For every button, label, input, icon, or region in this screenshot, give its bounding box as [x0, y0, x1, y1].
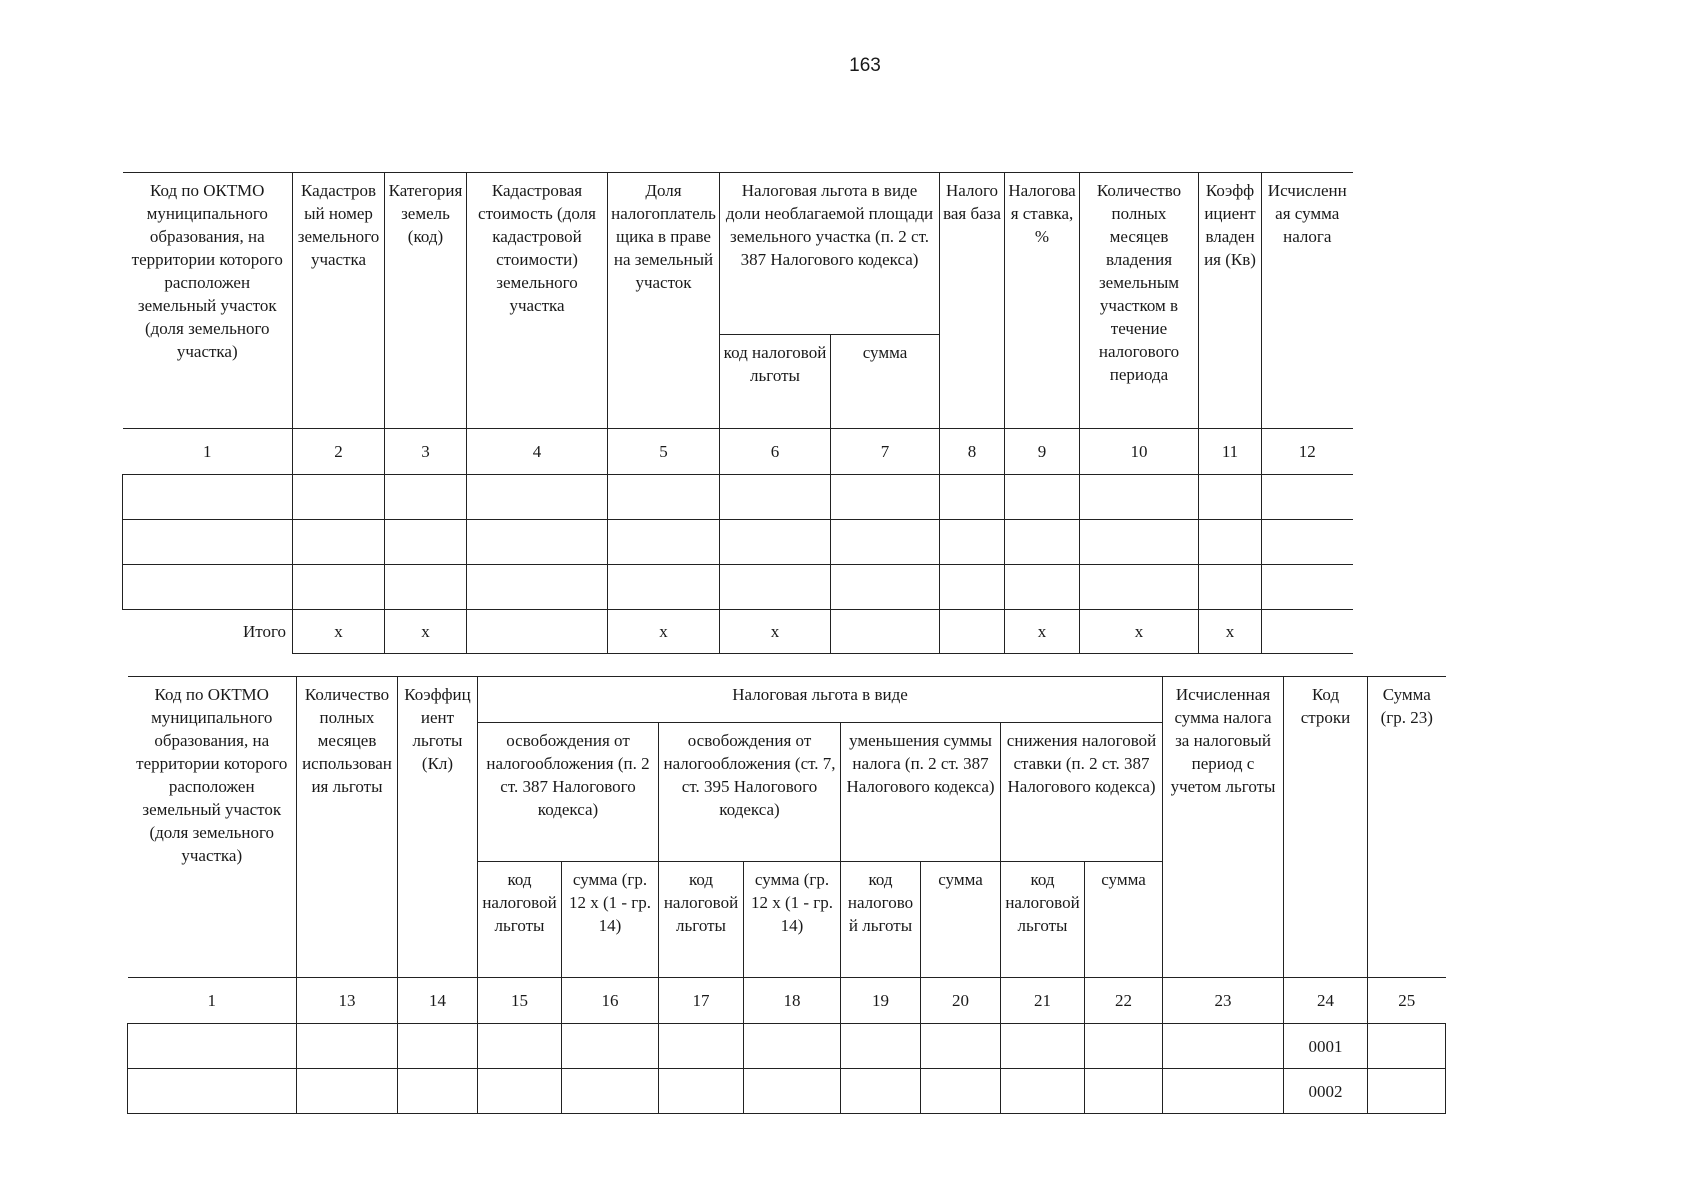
header-benefit-sum: сумма: [921, 862, 1001, 978]
column-number: 19: [841, 978, 921, 1024]
cell[interactable]: [608, 565, 720, 610]
cell[interactable]: [297, 1024, 398, 1069]
header-benefit-code: код налоговой льготы: [841, 862, 921, 978]
cell[interactable]: [562, 1024, 659, 1069]
column-number: 17: [659, 978, 744, 1024]
header-cadastral-number: Кадастровый номер земельного участка: [293, 173, 385, 429]
cell[interactable]: [1262, 475, 1353, 520]
land-tax-table-2: [127, 676, 1446, 1114]
header-oktmo-code: Код по ОКТМО муниципального образования, на территории которого расположен земельный участок (доля земельного участка): [128, 677, 297, 978]
header-taxpayer-share: Доля налогоплательщика в праве на земельный участок: [608, 173, 720, 429]
cell[interactable]: [744, 1024, 841, 1069]
column-number: 15: [478, 978, 562, 1024]
header-months-owned: Количество полных месяцев владения земельным участком в течение налогового периода: [1080, 173, 1199, 429]
cell[interactable]: [940, 475, 1005, 520]
column-number: 5: [608, 429, 720, 475]
total-cell: x: [1005, 610, 1080, 654]
cell[interactable]: [1080, 565, 1199, 610]
column-number: 9: [1005, 429, 1080, 475]
header-benefit-code: код налоговой льготы: [478, 862, 562, 978]
cell[interactable]: [1368, 1024, 1446, 1069]
cell[interactable]: [293, 475, 385, 520]
header-oktmo-code: Код по ОКТМО муниципального образования, на территории которого расположен земельный участок (доля земельного участка): [123, 173, 293, 429]
cell[interactable]: [921, 1024, 1001, 1069]
cell[interactable]: [1080, 520, 1199, 565]
column-number: 24: [1284, 978, 1368, 1024]
header-tax-reduction: уменьшения суммы налога (п. 2 ст. 387 Налогового кодекса): [841, 723, 1001, 862]
cell[interactable]: [1080, 475, 1199, 520]
cell-oktmo[interactable]: [123, 565, 293, 610]
column-number: 23: [1163, 978, 1284, 1024]
land-tax-table-1: [122, 172, 1353, 654]
cell[interactable]: [293, 565, 385, 610]
column-number: 7: [831, 429, 940, 475]
total-label: Итого: [123, 610, 293, 654]
header-benefit-code: код налоговой льготы: [659, 862, 744, 978]
header-benefit-coefficient: Коэффициент льготы (Кл): [398, 677, 478, 978]
column-number: 3: [385, 429, 467, 475]
header-benefit-sum: сумма (гр. 12 х (1 - гр. 14): [744, 862, 841, 978]
line-code-cell: 0002: [1284, 1069, 1368, 1114]
column-number: 20: [921, 978, 1001, 1024]
header-benefit-months: Количество полных месяцев использования льготы: [297, 677, 398, 978]
header-exemption-395: освобождения от налогообложения (ст. 7, ст. 395 Налогового кодекса): [659, 723, 841, 862]
column-number: 2: [293, 429, 385, 475]
cell[interactable]: [608, 475, 720, 520]
table-row: [128, 1024, 1446, 1069]
cell[interactable]: [1001, 1069, 1085, 1114]
header-tax-base: Налоговая база: [940, 173, 1005, 429]
total-cell: x: [608, 610, 720, 654]
column-number: 22: [1085, 978, 1163, 1024]
header-benefit-sum: сумма: [1085, 862, 1163, 978]
cell[interactable]: [1085, 1024, 1163, 1069]
column-number-row: [123, 429, 1353, 475]
cell-oktmo[interactable]: [128, 1069, 297, 1114]
cell[interactable]: [841, 1069, 921, 1114]
cell[interactable]: [841, 1024, 921, 1069]
cell-oktmo[interactable]: [123, 520, 293, 565]
header-benefit-sum: сумма: [831, 335, 940, 429]
cell[interactable]: [385, 475, 467, 520]
total-cell: x: [1199, 610, 1262, 654]
column-number: 25: [1368, 978, 1446, 1024]
cell[interactable]: [1368, 1069, 1446, 1114]
column-number: 4: [467, 429, 608, 475]
cell[interactable]: [720, 520, 831, 565]
cell[interactable]: [940, 565, 1005, 610]
cell[interactable]: [1005, 520, 1080, 565]
column-number: 16: [562, 978, 659, 1024]
cell[interactable]: [1262, 565, 1353, 610]
cell[interactable]: [398, 1024, 478, 1069]
cell[interactable]: [478, 1024, 562, 1069]
column-number-row: [128, 978, 1446, 1024]
column-number: 10: [1080, 429, 1199, 475]
cell[interactable]: [1199, 475, 1262, 520]
cell[interactable]: [659, 1069, 744, 1114]
page-number: 163: [849, 55, 881, 76]
cell[interactable]: [467, 520, 608, 565]
header-land-category: Категория земель (код): [385, 173, 467, 429]
total-cell[interactable]: [1262, 610, 1353, 654]
cell[interactable]: [608, 520, 720, 565]
total-cell: x: [385, 610, 467, 654]
cell[interactable]: [385, 520, 467, 565]
table-row: [123, 475, 1353, 520]
header-tax-rate: Налоговая ставка, %: [1005, 173, 1080, 429]
cell[interactable]: [831, 520, 940, 565]
header-benefit-code: код налоговой льготы: [1001, 862, 1085, 978]
cell[interactable]: [467, 565, 608, 610]
total-row: [123, 610, 1353, 654]
cell[interactable]: [478, 1069, 562, 1114]
header-benefit-code: код налоговой льготы: [720, 335, 831, 429]
cell[interactable]: [1005, 565, 1080, 610]
column-number: 6: [720, 429, 831, 475]
cell[interactable]: [562, 1069, 659, 1114]
header-cadastral-value: Кадастровая стоимость (доля кадастровой стоимости) земельного участка: [467, 173, 608, 429]
cell[interactable]: [744, 1069, 841, 1114]
cell[interactable]: [1199, 565, 1262, 610]
header-benefit-sum: сумма (гр. 12 х (1 - гр. 14): [562, 862, 659, 978]
cell[interactable]: [831, 475, 940, 520]
cell[interactable]: [293, 520, 385, 565]
header-line-code: Код строки: [1284, 677, 1368, 978]
cell[interactable]: [921, 1069, 1001, 1114]
total-cell[interactable]: [831, 610, 940, 654]
total-cell[interactable]: [940, 610, 1005, 654]
cell[interactable]: [1001, 1024, 1085, 1069]
cell[interactable]: [385, 565, 467, 610]
cell[interactable]: [1163, 1024, 1284, 1069]
cell[interactable]: [940, 520, 1005, 565]
column-number: 12: [1262, 429, 1353, 475]
total-cell: x: [720, 610, 831, 654]
column-number: 18: [744, 978, 841, 1024]
cell[interactable]: [297, 1069, 398, 1114]
header-rate-reduction: снижения налоговой ставки (п. 2 ст. 387 Налогового кодекса): [1001, 723, 1163, 862]
cell[interactable]: [720, 475, 831, 520]
cell[interactable]: [720, 565, 831, 610]
cell[interactable]: [398, 1069, 478, 1114]
table-row: [128, 1069, 1446, 1114]
column-number: 11: [1199, 429, 1262, 475]
cell[interactable]: [1262, 520, 1353, 565]
cell[interactable]: [1005, 475, 1080, 520]
table-row: [123, 565, 1353, 610]
header-sum-col23: Сумма (гр. 23): [1368, 677, 1446, 978]
cell[interactable]: [467, 475, 608, 520]
header-benefit-group: Налоговая льгота в виде: [478, 677, 1163, 723]
column-number: 1: [123, 429, 293, 475]
column-number: 14: [398, 978, 478, 1024]
header-benefit-area-share: Налоговая льгота в виде доли необлагаемой площади земельного участка (п. 2 ст. 387 Налогового кодекса): [720, 173, 940, 335]
total-cell: x: [1080, 610, 1199, 654]
column-number: 1: [128, 978, 297, 1024]
cell[interactable]: [1199, 520, 1262, 565]
cell-oktmo[interactable]: [123, 475, 293, 520]
cell-oktmo[interactable]: [128, 1024, 297, 1069]
cell[interactable]: [1085, 1069, 1163, 1114]
cell[interactable]: [659, 1024, 744, 1069]
line-code-cell: 0001: [1284, 1024, 1368, 1069]
column-number: 21: [1001, 978, 1085, 1024]
cell[interactable]: [831, 565, 940, 610]
header-calculated-tax: Исчисленная сумма налога: [1262, 173, 1353, 429]
table-row: [123, 520, 1353, 565]
header-exemption-387: освобождения от налогообложения (п. 2 ст. 387 Налогового кодекса): [478, 723, 659, 862]
header-ownership-coefficient: Коэффициент владения (Кв): [1199, 173, 1262, 429]
header-calculated-tax-with-benefit: Исчисленная сумма налога за налоговый период с учетом льготы: [1163, 677, 1284, 978]
total-cell: x: [293, 610, 385, 654]
cell[interactable]: [1163, 1069, 1284, 1114]
total-cell[interactable]: [467, 610, 608, 654]
column-number: 13: [297, 978, 398, 1024]
column-number: 8: [940, 429, 1005, 475]
